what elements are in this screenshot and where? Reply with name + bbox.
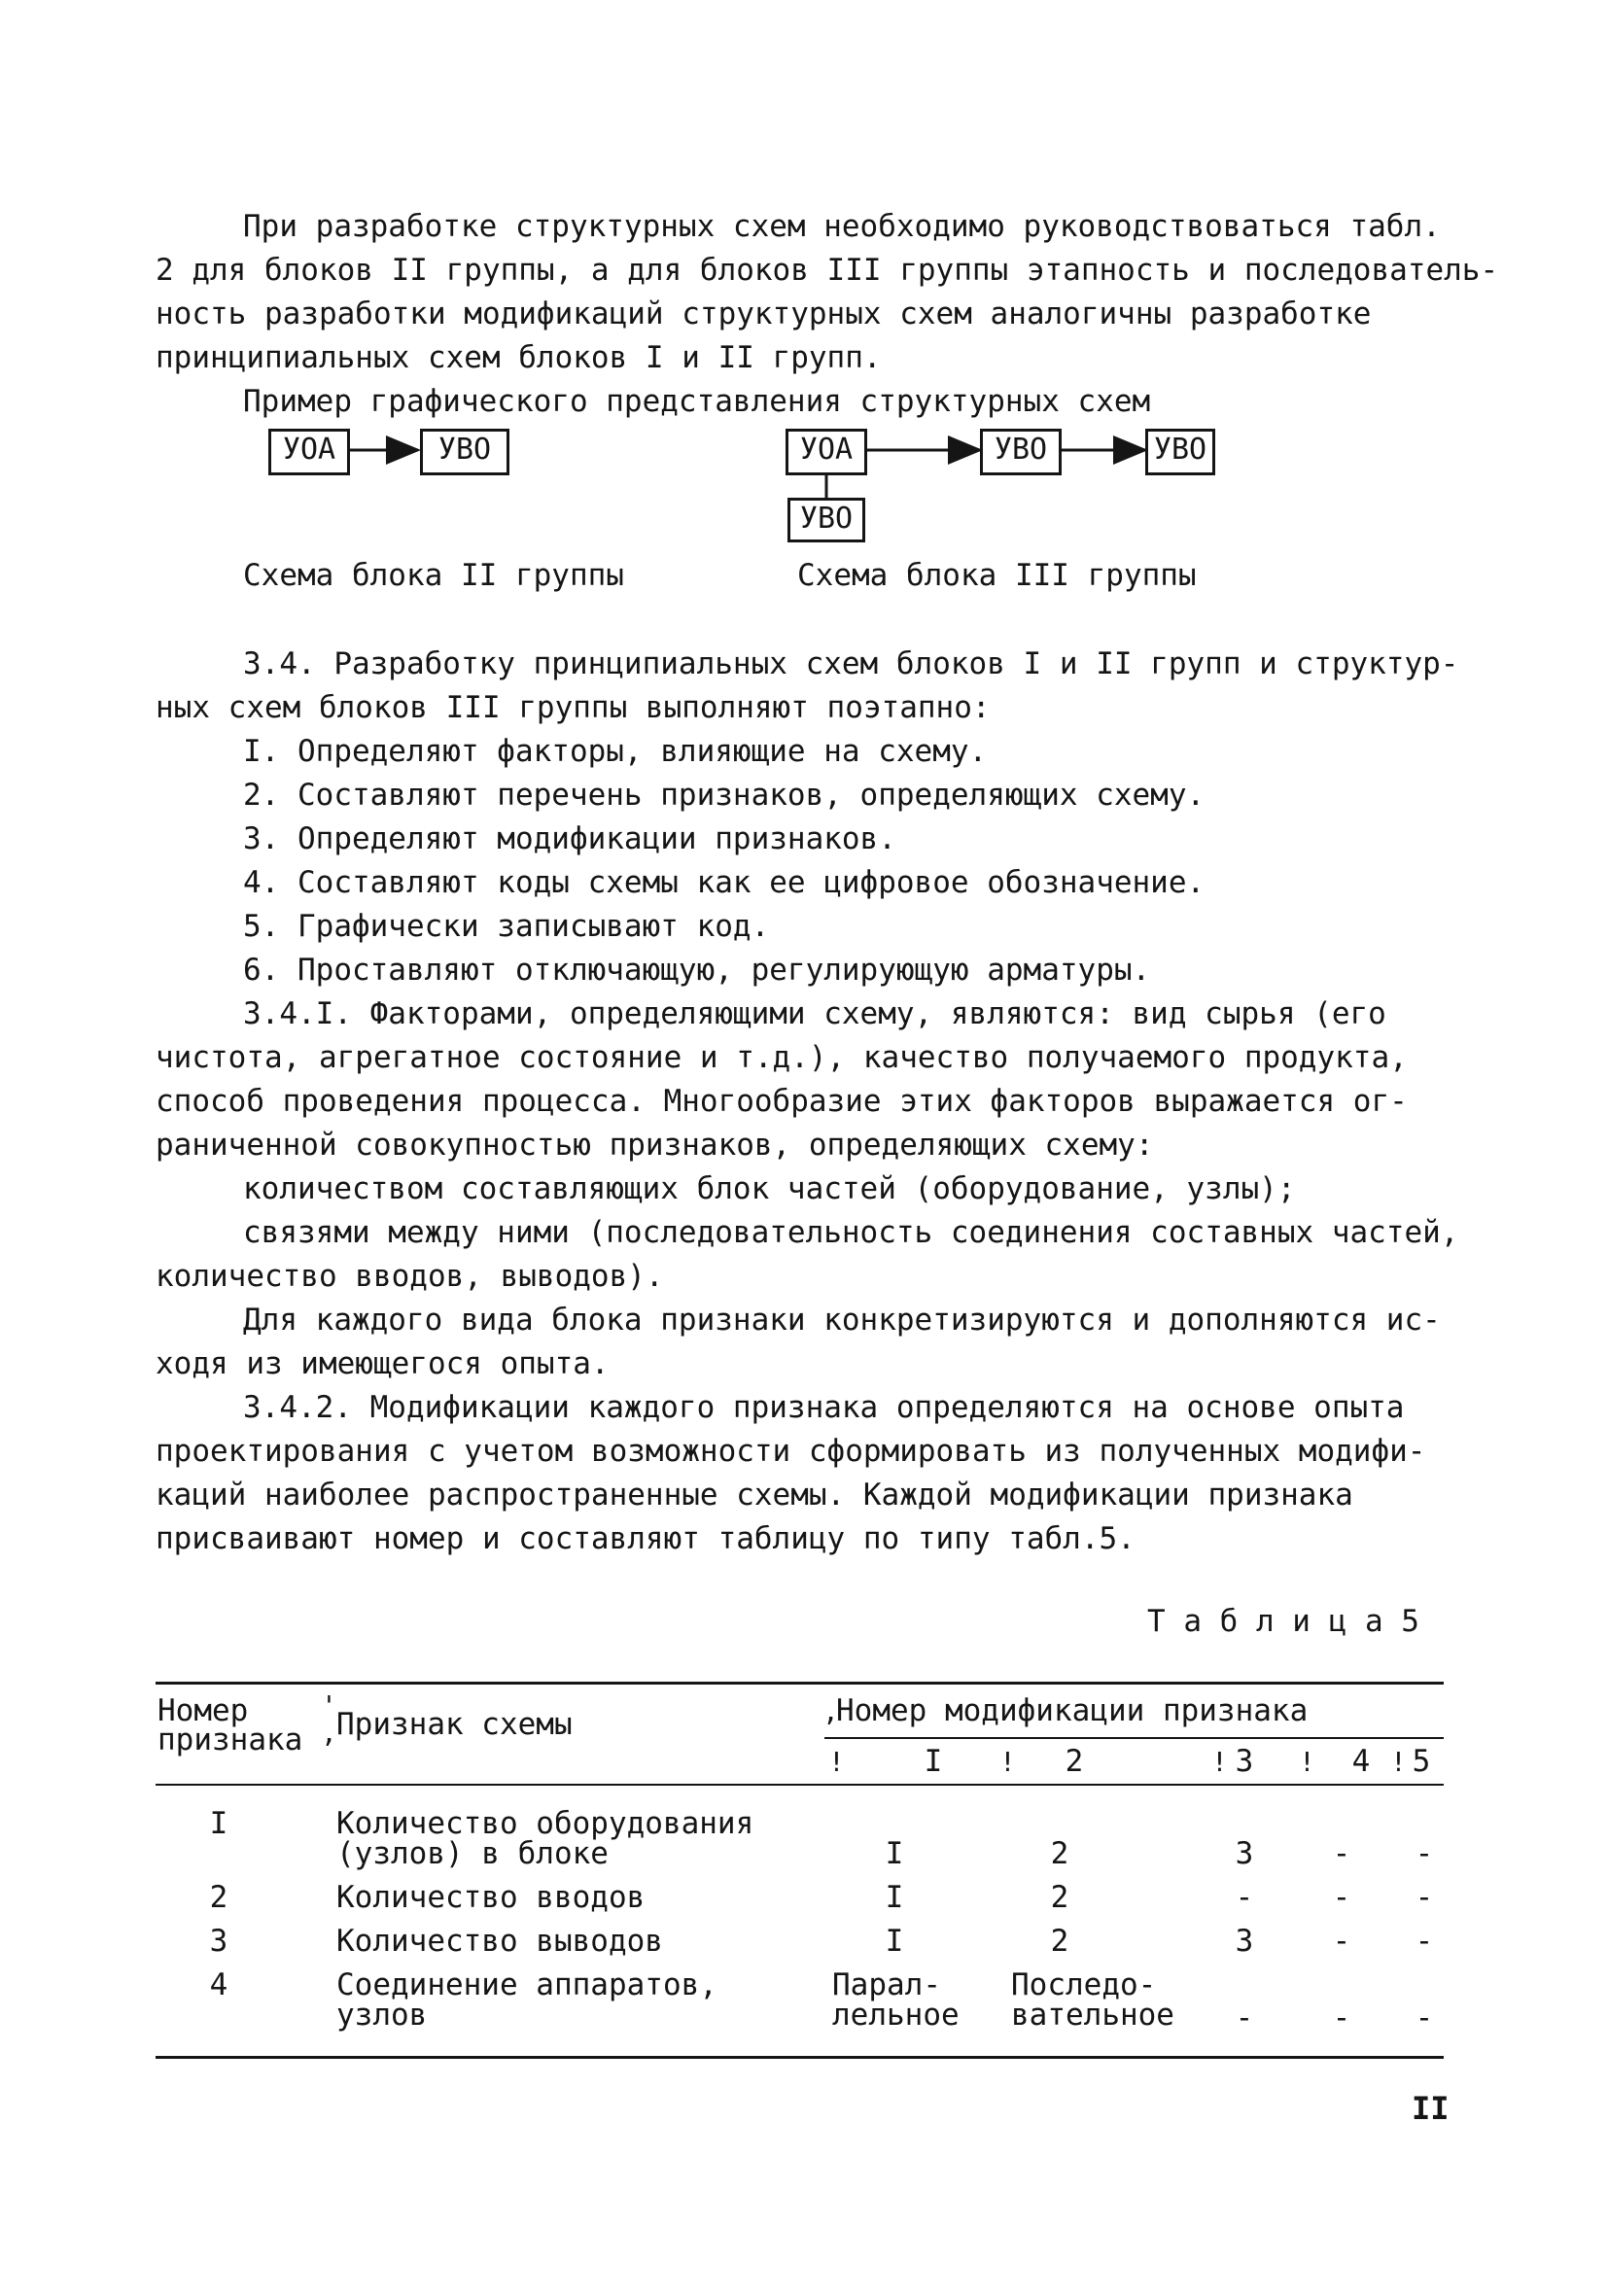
- mod-col-header: I: [924, 1744, 943, 1779]
- section-3-4-2-line: проектирования с учетом возможности сформировать из полученных модифи-: [156, 1434, 1426, 1469]
- paragraph-line: Для каждого вида блока признаки конкретизируются и дополняются ис-: [243, 1303, 1441, 1338]
- column-separator: !: [1390, 1746, 1407, 1778]
- row-number: 4: [209, 1967, 228, 2002]
- paragraph-line: ходя из имеющегося опыта.: [156, 1346, 610, 1381]
- step-item: 2. Составляют перечень признаков, определяющих схему.: [243, 778, 1206, 813]
- diagram-caption-group-3: Схема блока III группы: [797, 558, 1197, 593]
- step-item: 3. Определяют модификации признаков.: [243, 821, 896, 856]
- section-3-4-1-line: чистота, агрегатное состояние и т.д.), качество получаемого продукта,: [156, 1040, 1408, 1075]
- header-feature: Признак схемы: [336, 1707, 573, 1742]
- mod-value: -: [1415, 1924, 1434, 1959]
- block-uvo: УВО: [980, 429, 1062, 475]
- step-item: I. Определяют факторы, влияющие на схему.: [243, 734, 988, 769]
- block-uvo: УВО: [787, 498, 865, 542]
- block-uoa: УОА: [268, 429, 350, 475]
- mod-value: -: [1235, 1880, 1254, 1915]
- bullet-line: количество вводов, выводов).: [156, 1259, 664, 1294]
- table-bottom-rule: [156, 2056, 1444, 2059]
- column-separator: !: [999, 1746, 1016, 1778]
- bullet-line: количеством составляющих блок частей (оборудование, узлы);: [243, 1171, 1296, 1206]
- section-3-4-1-line: способ проведения процесса. Многообразие этих факторов выражается ог-: [156, 1084, 1408, 1119]
- mod-value: -: [1332, 1880, 1351, 1915]
- column-separator: ,: [321, 1717, 337, 1749]
- mod-value: Парал-: [832, 1967, 941, 2002]
- mod-col-header: 5: [1412, 1744, 1431, 1779]
- table-label: Т а б л и ц а 5: [1147, 1604, 1419, 1639]
- section-3-4-1-line: 3.4.I. Факторами, определяющими схему, являются: вид сырья (его: [243, 996, 1386, 1031]
- row-feature: (узлов) в блоке: [336, 1836, 609, 1871]
- step-item: 4. Составляют коды схемы как ее цифровое обозначение.: [243, 865, 1206, 900]
- mod-value: 2: [1050, 1836, 1069, 1871]
- mod-value: -: [1332, 1924, 1351, 1959]
- mod-col-header: 2: [1065, 1744, 1084, 1779]
- block-uoa: УОА: [786, 429, 867, 475]
- step-item: 5. Графически записывают код.: [243, 909, 770, 944]
- row-feature: узлов: [336, 1998, 428, 2033]
- column-separator: !: [1211, 1746, 1228, 1778]
- column-separator: ,: [822, 1695, 839, 1727]
- header-bottom-rule: [156, 1784, 1444, 1786]
- mod-value: 3: [1235, 1924, 1254, 1959]
- step-item: 6. Проставляют отключающую, регулирующую арматуры.: [243, 953, 1151, 988]
- example-title: Пример графического представления структурных схем: [243, 384, 1151, 419]
- row-feature: Соединение аппаратов,: [336, 1967, 717, 2002]
- mod-value: -: [1415, 1836, 1434, 1871]
- mod-value: -: [1235, 2000, 1254, 2035]
- row-number: 2: [209, 1880, 228, 1915]
- mod-value: вательное: [1011, 1998, 1174, 2033]
- mod-value: 2: [1050, 1880, 1069, 1915]
- mod-value: I: [885, 1836, 904, 1871]
- paragraph-line: При разработке структурных схем необходимо руководствоваться табл.: [243, 209, 1441, 244]
- mod-value: 2: [1050, 1924, 1069, 1959]
- header-number: Номер: [157, 1693, 249, 1728]
- paragraph-line: принципиальных схем блоков I и II групп.: [156, 340, 882, 375]
- row-feature: Количество выводов: [336, 1924, 663, 1959]
- block-uvo: УВО: [1145, 429, 1215, 475]
- section-3-4-line: ных схем блоков III группы выполняют поэтапно:: [156, 690, 991, 725]
- section-3-4-2-line: каций наиболее распространенные схемы. Каждой модификации признака: [156, 1478, 1353, 1513]
- paragraph-line: 2 для блоков II группы, а для блоков III группы этапность и последователь-: [156, 253, 1499, 288]
- mod-value: I: [885, 1924, 904, 1959]
- header-sub-rule: [824, 1737, 1444, 1739]
- mod-value: -: [1332, 2000, 1351, 2035]
- mod-value: Последо-: [1011, 1967, 1157, 2002]
- page-number: II: [1412, 2090, 1450, 2127]
- mod-value: -: [1415, 1880, 1434, 1915]
- column-separator: !: [1299, 1746, 1315, 1778]
- row-number: 3: [209, 1924, 228, 1959]
- mod-value: лельное: [832, 1998, 960, 2033]
- section-3-4-1-line: раниченной совокупностью признаков, определяющих схему:: [156, 1128, 1154, 1163]
- mod-value: -: [1332, 1836, 1351, 1871]
- row-feature: Количество вводов: [336, 1880, 646, 1915]
- mod-col-header: 4: [1351, 1744, 1371, 1779]
- block-uvo: УВО: [420, 429, 509, 475]
- diagram-caption-group-2: Схема блока II группы: [243, 558, 624, 593]
- header-modification: Номер модификации признака: [836, 1693, 1309, 1728]
- mod-col-header: 3: [1235, 1744, 1254, 1779]
- bullet-line: связями между ними (последовательность соединения составных частей,: [243, 1215, 1459, 1250]
- row-feature: Количество оборудования: [336, 1806, 754, 1841]
- mod-value: I: [885, 1880, 904, 1915]
- section-3-4-line: 3.4. Разработку принципиальных схем блоков I и II групп и структур-: [243, 646, 1459, 681]
- table-top-rule: [156, 1682, 1444, 1685]
- column-separator: ': [321, 1689, 337, 1722]
- column-separator: !: [828, 1746, 845, 1778]
- header-number: признака: [157, 1722, 303, 1757]
- row-number: I: [209, 1806, 228, 1841]
- paragraph-line: ность разработки модификаций структурных схем аналогичны разработке: [156, 296, 1372, 331]
- section-3-4-2-line: присваивают номер и составляют таблицу по типу табл.5.: [156, 1521, 1136, 1556]
- mod-value: -: [1415, 2000, 1434, 2035]
- section-3-4-2-line: 3.4.2. Модификации каждого признака определяются на основе опыта: [243, 1390, 1405, 1425]
- mod-value: 3: [1235, 1836, 1254, 1871]
